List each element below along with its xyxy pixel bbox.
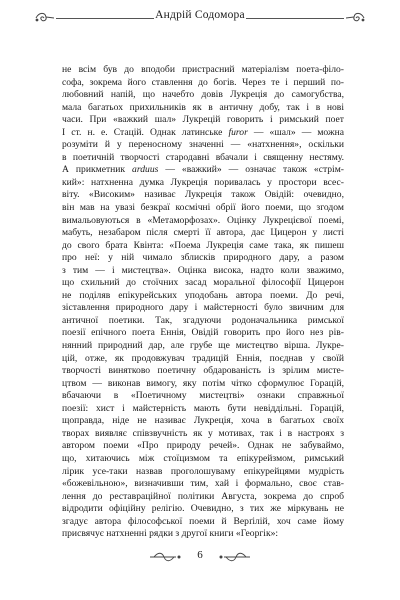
text-line: мала багатьох прихильників як в античну добу, так і в нові (62, 101, 344, 113)
text-line: не всім був до вподоби пристрасний матеріалізм поета-філо- (62, 64, 344, 75)
text-line: вбачаючи в «Поетичному мистецтві» ознаки справжньої (62, 390, 344, 402)
text-line: вимальовуються в «Метаморфозах». Оцінку Лукрецієвої поемі, (62, 214, 344, 226)
text-line: відродити офіційну релігію. Очевидно, з тих же міркувань не (62, 503, 344, 515)
page-number: 6 (197, 549, 203, 561)
body-text (62, 64, 344, 541)
text-line: віту. «Високим» називає Лукреція також Овідій: очевидно, (62, 189, 344, 201)
text-line: поезії епічного поета Еннія, Овідій говорить про його нез рів- (62, 327, 344, 339)
text-line: лірик усе-таки назвав проголошуваму епікурейцями мудрість (62, 465, 344, 477)
text-line: не поділяв епікурейських уподобань автора поеми. До речі, (62, 289, 344, 301)
header-rule-right (246, 18, 344, 19)
text-line: мабуть, незабаром після смерті її автора, дає Цицерон у листі (62, 227, 344, 239)
text-line: що схильний до стоїчних засад моральної філософії Цицерон (62, 277, 344, 289)
text-line: цтвом — виконав вимогу, яку потім чітко сформулює Горацій, (62, 377, 344, 389)
right-flourish-icon (346, 8, 366, 28)
text-line: поезії: хист і майстерність мають бути невіддільні. Горацій, (62, 402, 344, 414)
text-line: присвячує натхненні рядки з другої книги «Георгік»: (62, 528, 279, 540)
text-line: зіставлення природного дару і майстерності було звичним для (62, 302, 344, 314)
text-line: про неї: у ній чимало зблисків природного дару, а разом (62, 252, 344, 264)
running-head (34, 6, 366, 30)
text-line: творах виявляє співзвучність як у мотивах, так і в настроях з (62, 427, 344, 439)
header-rule-left (56, 18, 154, 19)
text-line: часи. При «важкий шал» Лукрецій говорить і римський поет (62, 114, 344, 126)
text-line: кий»: натхненна думка Лукреція поривалась у простори всес- (62, 176, 344, 188)
text-line: лення до реставраційної політики Августа, зокрема до спроб (62, 490, 344, 502)
left-flourish-icon (34, 8, 54, 28)
text-line: софа, зокрема його ставлення до богів. Через те і перший по- (62, 76, 344, 88)
text-line: творчості винятково поетичну обдарованість із зрілим мисте- (62, 365, 344, 377)
text-line: І ст. н. е. Стацій. Однак латинське furor — «шал» — можна (62, 126, 345, 138)
left-folio-ornament-icon (148, 551, 184, 563)
text-line: в поетичній творчості стародавні вбачали і священну нестяму. (62, 151, 344, 163)
text-line: з тим — і мистецтва». Оцінка висока, надто коли зважимо, (62, 264, 344, 276)
text-line: згадує автора філософської поеми й Верґілій, хоч саме йому (62, 515, 344, 527)
text-line: щоправда, ніде не називає Лукреція, хоча в багатьох своїх (62, 415, 344, 427)
text-line: античної поетики. Так, згадуючи родоначальника римської (62, 314, 344, 326)
text-line: до свого брата Квінта: «Поема Лукреція саме така, як пишеш (62, 239, 344, 251)
text-line: нянний природний дар, але грубе ще мистецтво вірша. Лукре- (62, 340, 344, 352)
running-title: Андрій Содомора (155, 9, 245, 21)
text-line: цій, отже, як продовжувач традицій Еннія, поєднав у своїй (62, 352, 344, 364)
text-line: «божевільною», визначивши тим, хай і формально, своє став- (62, 478, 344, 490)
text-line: що, хитаючись між стоїцизмом та епікурейзмом, римський (62, 452, 344, 464)
text-line: він мав на увазі безкраї космічні обрії його поеми, що згодом (62, 202, 344, 214)
text-line: любовний напій, що начебто довів Лукреція до самогубства, (62, 89, 344, 101)
page-folio (148, 547, 252, 567)
right-folio-ornament-icon (216, 551, 252, 563)
text-line: автором поеми «Про природу речей». Однак не забуваймо, (62, 440, 344, 452)
text-line: А прикметник arduus — «важкий» — означає також «стрім- (62, 164, 344, 176)
text-line: розуміти й у переносному значенні — «натхнення», оскільки (62, 139, 344, 151)
